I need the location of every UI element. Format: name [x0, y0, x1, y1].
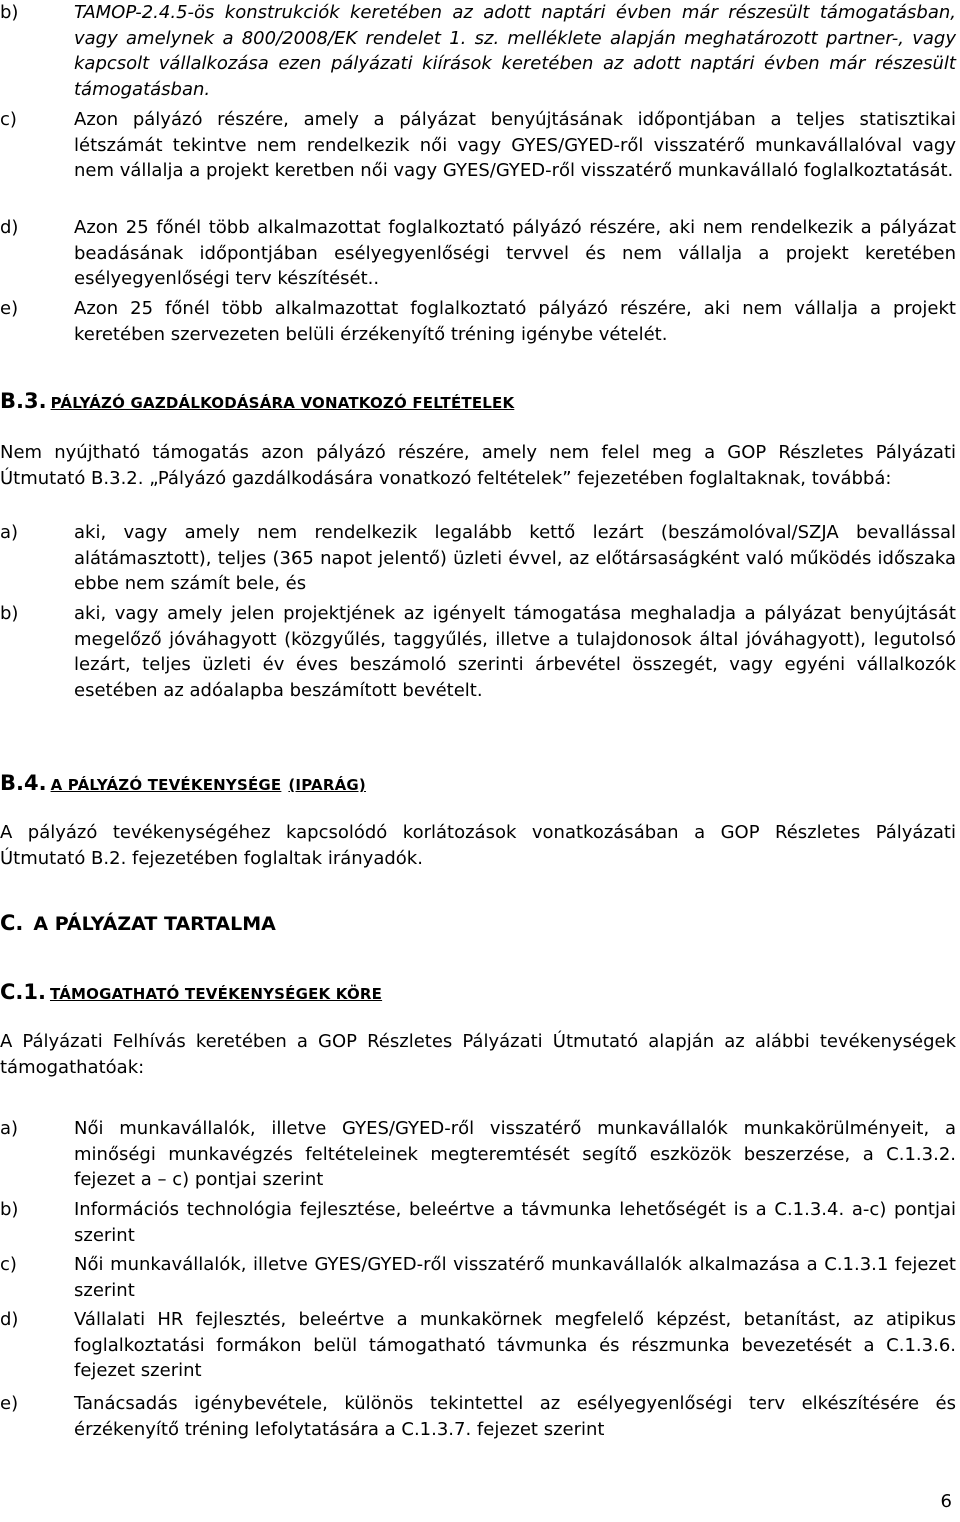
list-item-label: e) — [0, 1393, 19, 1414]
section-heading-b3 — [0, 389, 514, 413]
list-item-label: b) — [0, 2, 19, 23]
list-item-label: a) — [0, 1118, 19, 1139]
page-number: 6 — [940, 1491, 952, 1512]
list-item-label: c) — [0, 109, 17, 130]
list-item-text: Azon 25 főnél több alkalmazottat foglalkoztató pályázó részére, aki nem vállalja a projekt keretében szervezeten belüli érzékenyítő tréning igénybe vételét. — [74, 298, 956, 345]
list-item-text: Információs technológia fejlesztése, beleértve a távmunka lehetőségét is a C.1.3.4. a-c) pontjai szerint — [74, 1199, 956, 1246]
list-item-label: e) — [0, 298, 19, 319]
list-item-a — [0, 520, 956, 597]
section-number: C. — [0, 911, 24, 935]
list-item-d — [0, 1307, 956, 1384]
list-item-label: b) — [0, 603, 19, 624]
section-b3-intro: Nem nyújtható támogatás azon pályázó részére, amely nem felel meg a GOP Részletes Pályázati Útmutató B.3.2. „Pályázó gazdálkodására vonatkozó feltételek” fejezetében foglaltaknak, továbbá: — [0, 442, 956, 489]
list-item-c — [0, 1252, 956, 1303]
list-item-text: Azon 25 főnél több alkalmazottat foglalkoztató pályázó részére, aki nem rendelkezik a pályázat beadásának időpontjában esélyegyenlőségi tervvel és nem vállalja a projekt keretében esélyegyenlőségi terv készítését.. — [74, 217, 956, 290]
section-title: A PÁLYÁZÓ TEVÉKENYSÉGE — [50, 776, 282, 794]
section-heading-b4 — [0, 771, 366, 795]
list-item-b — [0, 0, 956, 103]
list-item-text: Vállalati HR fejlesztés, beleértve a munkakörnek megfelelő képzést, betanítást, az atipikus foglalkoztatási formákon belül támogatható távmunka és részmunka bevezetését a C.1.3.6. fejezet szerint — [74, 1309, 956, 1382]
list-item-d — [0, 215, 956, 292]
list-item-text: TAMOP-2.4.5-ös konstrukciók keretében az adott naptári évben már részesült támogatásban, vagy amelynek a 800/2008/EK rendelet 1. sz. melléklete alapján meghatározott partner-, vagy kapcsolt vállalkozása ezen pályázati kiírások keretében az adott naptári évben már részesült támogatásban. — [74, 2, 956, 101]
list-item-e — [0, 1391, 956, 1442]
section-number: B.3. — [0, 389, 47, 413]
list-item-text: aki, vagy amely jelen projektjének az igényelt támogatása meghaladja a pályázat benyújtását megelőző jóváhagyott (közgyűlés, taggyűlés, illetve a tulajdonosok által jóváhagyott), legutolsó lezárt, teljes üzleti év éves beszámoló szerinti árbevétel összegét, vagy egyéni vállalkozók esetében az adóalapba beszámított bevételt. — [74, 603, 956, 702]
section-b4-text: A pályázó tevékenységéhez kapcsolódó korlátozások vonatkozásában a GOP Részletes Pályázati Útmutató B.2. fejezetében foglaltak irányadók. — [0, 822, 956, 869]
section-title: TÁMOGATHATÓ TEVÉKENYSÉGEK KÖRE — [49, 985, 383, 1003]
section-heading-c — [0, 911, 276, 935]
list-item-text: Női munkavállalók, illetve GYES/GYED-ről visszatérő munkavállalók alkalmazása a C.1.3.1 fejezet szerint — [74, 1254, 956, 1301]
list-item-e — [0, 296, 956, 347]
list-item-label: d) — [0, 217, 19, 238]
section-c1-intro: A Pályázati Felhívás keretében a GOP Részletes Pályázati Útmutató alapján az alábbi tevékenységek támogathatóak: — [0, 1031, 956, 1078]
list-item-c — [0, 107, 956, 184]
list-item-text: Női munkavállalók, illetve GYES/GYED-ről visszatérő munkavállalók munkakörülményeit, a minőségi munkavégzés feltételeinek megteremtését segítő eszközök beszerzése, a C.1.3.2. fejezet a – c) pontjai szerint — [74, 1118, 956, 1191]
section-number: C.1. — [0, 980, 46, 1004]
list-item-label: a) — [0, 522, 19, 543]
section-heading-c1 — [0, 980, 382, 1004]
list-item-b — [0, 601, 956, 704]
list-item-text: aki, vagy amely nem rendelkezik legalább kettő lezárt (beszámolóval/SZJA bevallással alátámasztott), teljes (365 napot jelentő) üzleti évvel, az előtársaságként való működés időszaka ebbe nem számít bele, és — [74, 522, 956, 595]
list-item-b — [0, 1197, 956, 1248]
list-item-text: Tanácsadás igénybevétele, különös tekintettel az esélyegyenlőségi terv elkészítésére és érzékenyítő tréning lefolytatására a C.1.3.7. fejezet szerint — [74, 1393, 956, 1440]
section-title-suffix: (IPARÁG) — [288, 776, 366, 794]
list-item-label: b) — [0, 1199, 19, 1220]
list-item-a — [0, 1116, 956, 1193]
section-title: A PÁLYÁZAT TARTALMA — [33, 913, 276, 935]
list-item-label: d) — [0, 1309, 19, 1330]
section-title: PÁLYÁZÓ GAZDÁLKODÁSÁRA VONATKOZÓ FELTÉTELEK — [50, 394, 515, 412]
list-item-text: Azon pályázó részére, amely a pályázat benyújtásának időpontjában a teljes statisztikai létszámát tekintve nem rendelkezik női vagy GYES/GYED-ről visszatérő munkavállalóval vagy nem vállalja a projekt keretben női vagy GYES/GYED-ről visszatérő munkavállaló foglalkoztatását. — [74, 109, 956, 182]
list-item-label: c) — [0, 1254, 17, 1275]
section-number: B.4. — [0, 771, 47, 795]
